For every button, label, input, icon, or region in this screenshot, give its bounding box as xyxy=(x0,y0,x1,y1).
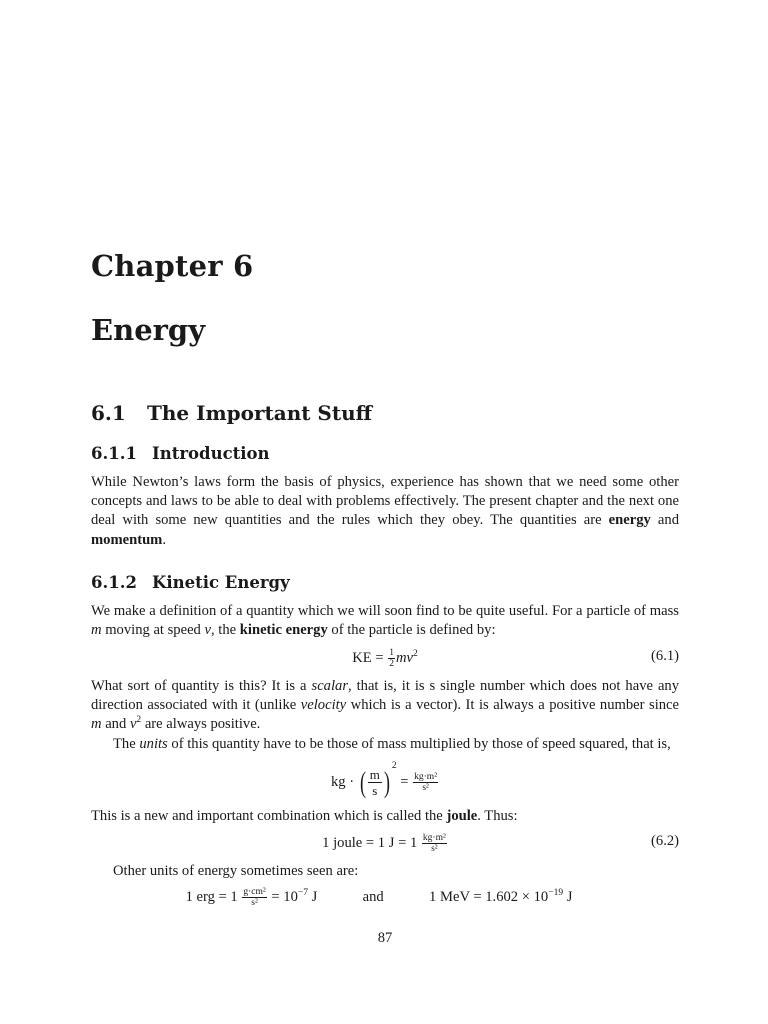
equation-number: (6.1) xyxy=(651,648,679,664)
equation-number: (6.2) xyxy=(651,833,679,849)
equation-6-1: KE = $\frac{1}{2}$ $mv^2$ (6.1) xyxy=(352,648,679,669)
equation-units: kg · ( $\frac{m}{s}$ ) $^2$ = $\frac{\text{kg·m²}}{\text{s²}}$ xyxy=(330,761,438,799)
subsection-number: 6.1.1 xyxy=(91,444,137,463)
kinetic-energy-definition-paragraph: We make a definition of a quantity which we will soon find to be quite useful. For a particle of mass m moving at speed v, the kinetic energy of the particle is defined by: xyxy=(91,603,679,639)
scalar-paragraph: What sort of quantity is this? It is a scalar, that is, it is s single number which does not have any direction associated with it (unlike velocity which is a vector). It is always a positive number since m and $v^2$ are always positive. xyxy=(91,678,680,733)
term-energy: energy xyxy=(608,512,651,529)
fraction-one-half: $\frac{1}{2}$ xyxy=(389,648,394,669)
page-number: 87 xyxy=(377,930,393,946)
joule-paragraph: This is a new and important combination which is called the joule. Thus: xyxy=(91,808,518,824)
section-title: The Important Stuff xyxy=(147,401,373,425)
subsection-heading-kinetic-energy xyxy=(91,573,290,592)
chapter-label: Chapter 6 xyxy=(91,249,254,283)
section-heading xyxy=(91,401,372,425)
other-units-paragraph: Other units of energy sometimes seen are: xyxy=(113,863,359,879)
equation-other-units: 1 erg = 1 $\frac{\text{g·cm²}}{\text{s²}}$ = $10^{-7}$ J and 1 MeV = $1.602 \times 10^{-19}$ J xyxy=(185,887,573,908)
section-number: 6.1 xyxy=(91,401,126,425)
subsection-title: Introduction xyxy=(152,444,270,463)
term-kinetic-energy: kinetic energy xyxy=(239,622,328,639)
chapter-title: Energy xyxy=(91,313,206,347)
subsection-number: 6.1.2 xyxy=(91,573,137,592)
intro-paragraph: While Newton’s laws form the basis of physics, experience has shown that we need some other concepts and laws to be able to deal with problems effectively. The present chapter and the next one deal with some new quantities and the rules which they obey. The quantities are energy and momentum. xyxy=(91,474,679,548)
equation-6-2: 1 joule = 1 J = 1 $\frac{\text{kg·m²}}{\text{s²}}$ (6.2) xyxy=(322,833,679,854)
term-momentum: momentum xyxy=(91,531,163,548)
units-paragraph: The units of this quantity have to be those of mass multiplied by those of speed squared, that is, xyxy=(113,736,671,752)
term-joule: joule xyxy=(446,808,478,824)
subsection-title: Kinetic Energy xyxy=(152,573,290,592)
subsection-heading-introduction xyxy=(91,444,270,463)
page xyxy=(91,0,679,1024)
